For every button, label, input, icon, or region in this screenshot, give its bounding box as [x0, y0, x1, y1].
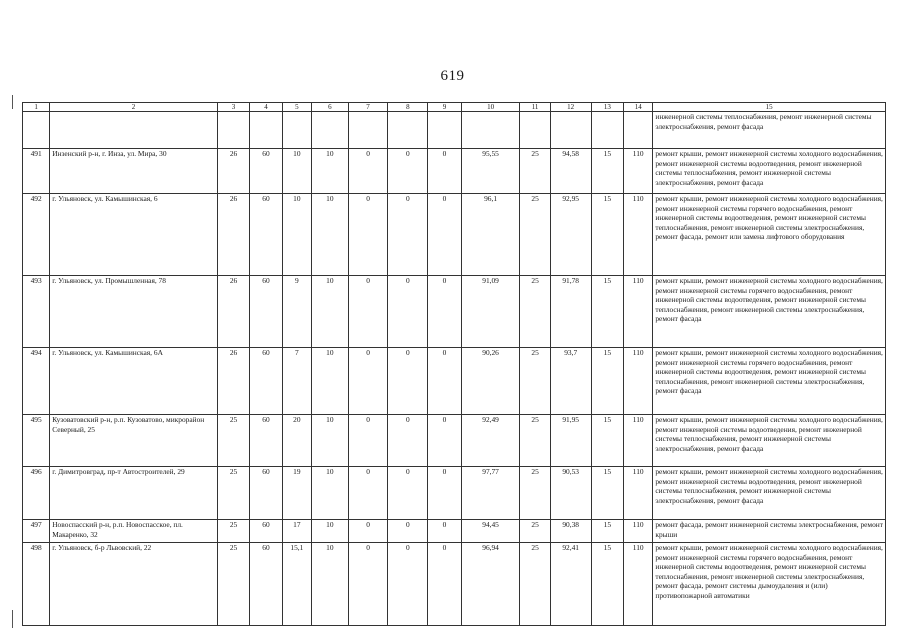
address-cell: Новоспасский р-н, р.п. Новоспасское, пл. Макаренко, 32: [50, 520, 218, 543]
value-cell: 25: [520, 149, 550, 194]
value-cell: 60: [250, 520, 282, 543]
value-cell: 0: [428, 415, 462, 467]
value-cell: 10: [312, 520, 349, 543]
works-cell: ремонт крыши, ремонт инженерной системы холодного водоснабжения, ремонт инженерной системы горячего водоснабжения, ремонт инженерной системы водоотведения, ремонт инженерной системы теплоснабжения, ремонт инженерной системы электроснабжения, ремонт фасада: [653, 348, 886, 415]
works-cell: ремонт крыши, ремонт инженерной системы холодного водоснабжения, ремонт инженерной системы горячего водоснабжения, ремонт инженерной системы водоотведения, ремонт инженерной системы теплоснабжения, ремонт инженерной системы электроснабжения, ремонт фасада: [653, 276, 886, 348]
value-cell: 60: [250, 276, 282, 348]
value-cell: 90,53: [550, 467, 591, 520]
value-cell: 96,1: [461, 194, 520, 276]
value-cell: 25: [520, 415, 550, 467]
value-cell: 25: [520, 520, 550, 543]
value-cell: 0: [348, 415, 388, 467]
value-cell: 0: [388, 467, 428, 520]
column-header: 6: [312, 103, 349, 112]
value-cell: 0: [388, 415, 428, 467]
value-cell: 110: [624, 149, 653, 194]
value-cell: 25: [217, 467, 249, 520]
value-cell: 94,58: [550, 149, 591, 194]
value-cell: 10: [282, 194, 311, 276]
column-header: 13: [591, 103, 623, 112]
value-cell: 0: [428, 467, 462, 520]
value-cell: 110: [624, 543, 653, 626]
value-cell: 17: [282, 520, 311, 543]
continuation-row: [23, 112, 886, 149]
value-cell: 0: [428, 276, 462, 348]
value-cell: 60: [250, 149, 282, 194]
value-cell: 15: [591, 467, 623, 520]
value-cell: 0: [348, 149, 388, 194]
address-cell: г. Ульяновск, б-р Львовский, 22: [50, 543, 218, 626]
value-cell: 0: [388, 348, 428, 415]
table-row: [23, 276, 886, 348]
works-cell: ремонт крыши, ремонт инженерной системы холодного водоснабжения, ремонт инженерной системы водоотведения, ремонт инженерной системы теплоснабжения, ремонт инженерной системы электроснабжения, ремонт фасада: [653, 415, 886, 467]
value-cell: 60: [250, 194, 282, 276]
column-header: 9: [428, 103, 462, 112]
value-cell: 97,77: [461, 467, 520, 520]
address-cell: г. Димитровград, пр-т Автостроителей, 29: [50, 467, 218, 520]
value-cell: 15: [591, 543, 623, 626]
value-cell: 0: [348, 194, 388, 276]
value-cell: 25: [520, 194, 550, 276]
header-row: [23, 103, 886, 112]
value-cell: 10: [282, 149, 311, 194]
column-header: 1: [23, 103, 50, 112]
works-cell: ремонт фасада, ремонт инженерной системы электроснабжения, ремонт крыши: [653, 520, 886, 543]
column-header: 5: [282, 103, 311, 112]
value-cell: 26: [217, 149, 249, 194]
value-cell: 0: [388, 276, 428, 348]
table-row: [23, 149, 886, 194]
value-cell: 92,41: [550, 543, 591, 626]
value-cell: 0: [388, 149, 428, 194]
value-cell: 60: [250, 543, 282, 626]
value-cell: 110: [624, 415, 653, 467]
table-row: [23, 194, 886, 276]
value-cell: 10: [312, 276, 349, 348]
row-number: 497: [23, 520, 50, 543]
value-cell: 7: [282, 348, 311, 415]
column-header: 2: [50, 103, 218, 112]
value-cell: 0: [348, 276, 388, 348]
column-header: 4: [250, 103, 282, 112]
works-cell: ремонт крыши, ремонт инженерной системы холодного водоснабжения, ремонт инженерной системы водоотведения, ремонт инженерной системы теплоснабжения, ремонт инженерной системы электроснабжения, ремонт фасада: [653, 467, 886, 520]
address-cell: г. Ульяновск, ул. Камышинская, 6А: [50, 348, 218, 415]
repair-registry-table: [22, 102, 886, 626]
value-cell: 25: [217, 415, 249, 467]
value-cell: 10: [312, 149, 349, 194]
value-cell: 92,95: [550, 194, 591, 276]
works-cell: ремонт крыши, ремонт инженерной системы холодного водоснабжения, ремонт инженерной системы водоотведения, ремонт инженерной системы теплоснабжения, ремонт инженерной системы электроснабжения, ремонт фасада: [653, 149, 886, 194]
value-cell: 15: [591, 415, 623, 467]
value-cell: 0: [428, 520, 462, 543]
scan-edge-mark: [12, 95, 13, 109]
column-header: 3: [217, 103, 249, 112]
value-cell: 0: [348, 348, 388, 415]
column-header: 15: [653, 103, 886, 112]
address-cell: Кузоватовский р-н, р.п. Кузоватово, микрорайон Северный, 25: [50, 415, 218, 467]
column-header: 8: [388, 103, 428, 112]
works-cell: ремонт крыши, ремонт инженерной системы холодного водоснабжения, ремонт инженерной системы горячего водоснабжения, ремонт инженерной системы водоотведения, ремонт инженерной системы теплоснабжения, ремонт инженерной системы электроснабжения, ремонт фасада, ремонт или замена лифтового оборудования: [653, 194, 886, 276]
value-cell: 10: [312, 194, 349, 276]
value-cell: 0: [348, 467, 388, 520]
value-cell: 15: [591, 276, 623, 348]
table-row: [23, 348, 886, 415]
value-cell: 15: [591, 149, 623, 194]
row-number: 495: [23, 415, 50, 467]
address-cell: Инзенский р-н, г. Инза, ул. Мира, 30: [50, 149, 218, 194]
value-cell: 0: [348, 543, 388, 626]
value-cell: 25: [520, 543, 550, 626]
value-cell: 90,26: [461, 348, 520, 415]
value-cell: 25: [520, 276, 550, 348]
address-cell: г. Ульяновск, ул. Камышинская, 6: [50, 194, 218, 276]
column-header: 10: [461, 103, 520, 112]
row-number: 493: [23, 276, 50, 348]
address-cell: г. Ульяновск, ул. Промышленная, 78: [50, 276, 218, 348]
value-cell: 10: [312, 543, 349, 626]
row-number: 498: [23, 543, 50, 626]
column-header: 14: [624, 103, 653, 112]
works-cell: инженерной системы теплоснабжения, ремонт инженерной системы электроснабжения, ремонт фасада: [653, 112, 886, 149]
value-cell: 15: [591, 194, 623, 276]
value-cell: 94,45: [461, 520, 520, 543]
row-number: 494: [23, 348, 50, 415]
value-cell: 26: [217, 276, 249, 348]
column-header: 11: [520, 103, 550, 112]
value-cell: 10: [312, 348, 349, 415]
value-cell: 20: [282, 415, 311, 467]
value-cell: 60: [250, 467, 282, 520]
column-header: 7: [348, 103, 388, 112]
value-cell: 95,55: [461, 149, 520, 194]
value-cell: 60: [250, 415, 282, 467]
table-row: [23, 467, 886, 520]
value-cell: 25: [217, 520, 249, 543]
value-cell: 26: [217, 194, 249, 276]
value-cell: 0: [428, 348, 462, 415]
value-cell: 96,94: [461, 543, 520, 626]
value-cell: 60: [250, 348, 282, 415]
row-number: 496: [23, 467, 50, 520]
value-cell: 110: [624, 194, 653, 276]
value-cell: 110: [624, 467, 653, 520]
works-cell: ремонт крыши, ремонт инженерной системы холодного водоснабжения, ремонт инженерной системы горячего водоснабжения, ремонт инженерной системы водоотведения, ремонт инженерной системы теплоснабжения, ремонт инженерной системы электроснабжения, ремонт фасада, ремонт системы дымоудаления и (или) противопожарной автоматики: [653, 543, 886, 626]
value-cell: 91,09: [461, 276, 520, 348]
value-cell: 19: [282, 467, 311, 520]
value-cell: 0: [388, 194, 428, 276]
value-cell: 90,38: [550, 520, 591, 543]
scan-edge-mark: [12, 610, 13, 628]
value-cell: 0: [388, 543, 428, 626]
value-cell: 93,7: [550, 348, 591, 415]
table-row: [23, 520, 886, 543]
value-cell: 9: [282, 276, 311, 348]
value-cell: 15: [591, 348, 623, 415]
value-cell: 15: [591, 520, 623, 543]
value-cell: 91,78: [550, 276, 591, 348]
page-number: 619: [440, 68, 465, 84]
value-cell: 0: [428, 543, 462, 626]
value-cell: 25: [520, 348, 550, 415]
value-cell: 26: [217, 348, 249, 415]
row-number: 492: [23, 194, 50, 276]
table-row: [23, 543, 886, 626]
value-cell: 0: [428, 149, 462, 194]
value-cell: 110: [624, 520, 653, 543]
value-cell: 110: [624, 276, 653, 348]
value-cell: 91,95: [550, 415, 591, 467]
column-header: 12: [550, 103, 591, 112]
value-cell: 10: [312, 467, 349, 520]
value-cell: 25: [217, 543, 249, 626]
value-cell: 0: [428, 194, 462, 276]
table-row: [23, 415, 886, 467]
value-cell: 0: [388, 520, 428, 543]
value-cell: 25: [520, 467, 550, 520]
row-number: 491: [23, 149, 50, 194]
value-cell: 110: [624, 348, 653, 415]
value-cell: 15,1: [282, 543, 311, 626]
value-cell: 0: [348, 520, 388, 543]
value-cell: 92,49: [461, 415, 520, 467]
value-cell: 10: [312, 415, 349, 467]
